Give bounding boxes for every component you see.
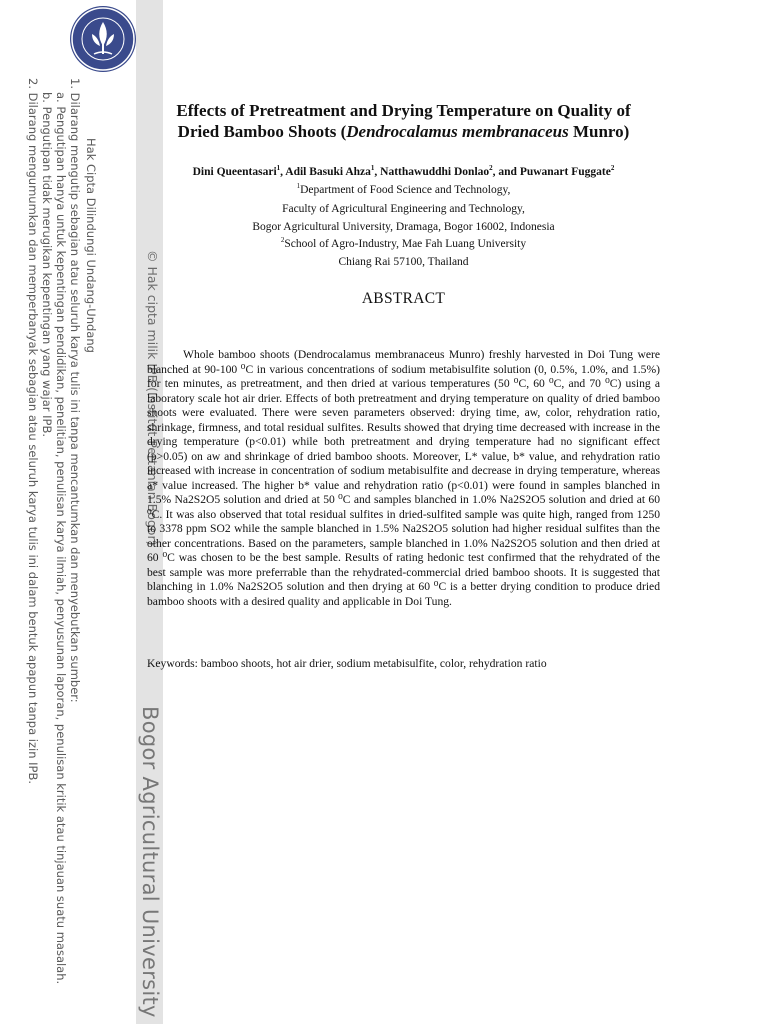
affiliation-line: $^1$Department of Food Science and Technology, [296,182,511,196]
affiliation-line: Chiang Rai 57100, Thailand [338,256,469,268]
ipb-logo-icon [70,6,136,72]
author: Adil Basuki Ahza [285,166,371,178]
affiliation-line: $^2$School of Agro-Industry, Mae Fah Luang University [280,236,527,250]
author-list: Dini Queentasari$^1$, Adil Basuki Ahza$^1$, Natthawuddhi Donlao$^2$, and Puwanart Fuggate$^2$ [192,164,615,178]
author: Dini Queentasari [192,166,277,178]
affiliation-line: Faculty of Agricultural Engineering and Technology, [282,203,525,215]
author: Puwanart Fuggate [519,166,611,178]
watermark-rule-2: 2. Dilarang mengumumkan dan memperbanyak sebagian atau seluruh karya tulis ini dalam bentuk apapun tanpa izin IPB. [26,78,40,785]
title-line-1: Effects of Pretreatment and Drying Temperature on Quality of [176,101,631,120]
title-line-2: Dried Bamboo Shoots (Dendrocalamus membranaceus Munro) [177,122,630,141]
watermark-law-title: Hak Cipta Dilindungi Undang-Undang [84,138,98,353]
affiliation-line: Bogor Agricultural University, Dramaga, Bogor 16002, Indonesia [252,221,555,233]
abstract-body [147,348,660,609]
paper-title [147,100,660,142]
abstract-text: Whole bamboo shoots (Dendrocalamus membranaceus Munro) freshly harvested in Doi Tung were blanched at 90-100 ⁰C in various concentrations of sodium metabisulfite solution (0, 0.5%, 1.0%, and 1.5%) for ten minutes, as pretreatment, and then dried at various temperatures (50 ⁰C, 60 ⁰C, and 70 ⁰C) using a laboratory scale hot air drier. Effects of both pretreatment and drying temperature on quality of dried bamboo shoots were evaluated. There were seven parameters observed: drying time, aw, color, rehydration ratio, shrinkage, firmness, and total residual sulfites. Results showed that drying time decreased with increase in the drying temperature (p<0.01) while both pretreatment and drying temperature had no significant effect (p>0.05) on aw and shrinkage of dried bamboo shoots. Moreover, L* value, b* value, and rehydration ratio increased with increase in concentration of sodium metabisulfite and decrease in drying temperature, whereas a* value increased. The higher b* value and rehydration ratio (p<0.01) were found in samples blanched in 1.5% Na2S2O5 solution and dried at 50 ⁰C and samples blanched in 1.0% Na2S2O5 solution and dried at 60 ⁰C. It was also observed that total residual sulfites in dried-sulfited sample was quite high, ranged from 1250 to 3378 ppm SO2 while the sample blanched in 1.5% Na2S2O5 solution had higher residual sulfites than the other concentrations. Based on the parameters, sample blanched in 1.0% Na2S2O5 solution and then dried at 60 ⁰C was chosen to be the best sample. Results of rating hedonic test confirmed that the rehydrated of the best sample was more preferrable than the rehydrated-commercial dried bamboo shoots. It is suggested that blanching in 1.0% Na2S2O5 solution and then drying at 60 ⁰C is a better drying condition to produce dried bamboo shoots with a desired quality and applicable in Doi Tung. [147,348,660,608]
ipb-logo [70,6,136,72]
keywords: Keywords: bamboo shoots, hot air drier, sodium metabisulfite, color, rehydration ratio [147,657,547,670]
watermark-rule-b: b. Pengutipan tidak merugikan kepentingan yang wajar IPB. [40,92,54,438]
watermark-copyright: © Hak cipta milik IPB (Institut Pertanian Bogor) [145,250,160,546]
watermark-university: Bogor Agricultural University [138,706,162,1018]
watermark-rule-a: a. Pengutipan hanya untuk kepentingan pendidikan, penelitian, penulisan karya ilmiah, penyusunan laporan, penulisan kritik atau tinjauan suatu masalah. [54,92,68,985]
author: Natthawuddhi Donlao [380,166,490,178]
watermark-rule-1: 1. Dilarang mengutip sebagian atau seluruh karya tulis ini tanpa mencantumkan dan menyebutkan sumber: [68,78,82,703]
watermark-strip [0,0,163,1024]
abstract-heading: ABSTRACT [361,290,446,307]
